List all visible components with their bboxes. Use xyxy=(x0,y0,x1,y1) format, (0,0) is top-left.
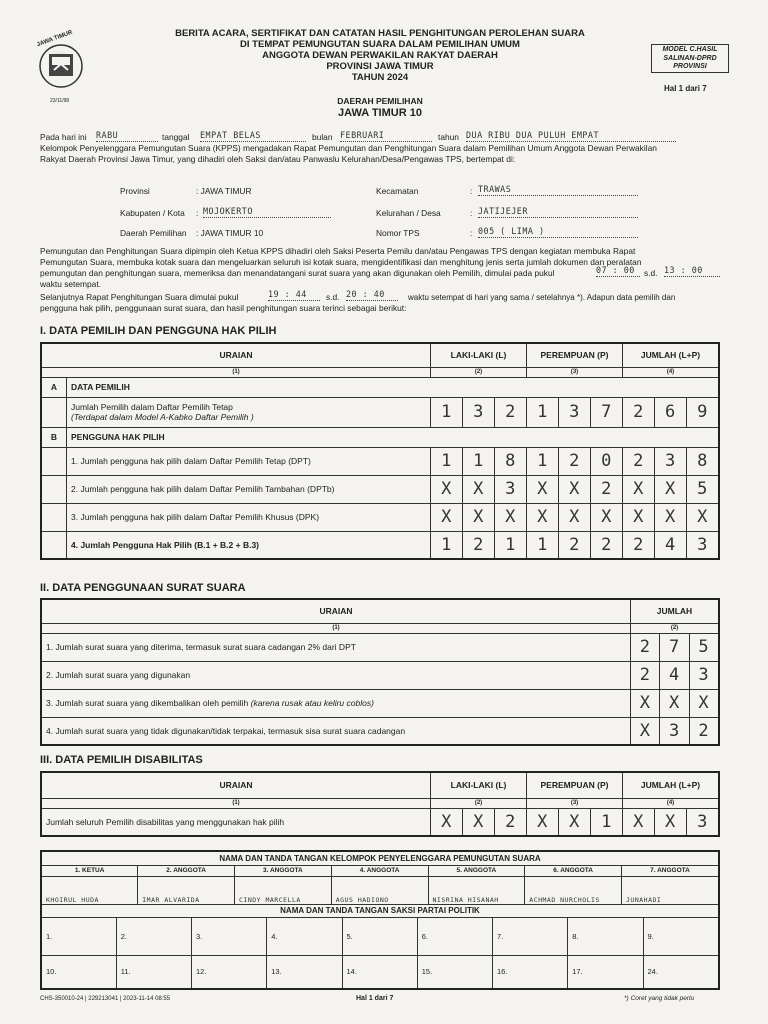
section-2-table xyxy=(40,598,720,746)
intro-tahun[interactable]: DUA RIBU DUA PULUH EMPAT xyxy=(466,130,676,142)
s1-b4-label: 4. Jumlah Pengguna Hak Pilih (B.1 + B.2 + B.3) xyxy=(67,531,431,559)
value-box[interactable]: 6 xyxy=(654,397,686,427)
kpps-name-5[interactable]: NISRINA HISANAH xyxy=(428,876,525,904)
saksi-slot[interactable]: 15. xyxy=(417,955,492,989)
dapil-label: DAERAH PEMILIHAN xyxy=(337,96,423,106)
s3-header-laki: LAKI-LAKI (L) xyxy=(431,772,527,798)
kpps-title: NAMA DAN TANDA TANGAN KELOMPOK PENYELENGGARA PEMUNGUTAN SUARA xyxy=(41,851,719,865)
kabupaten-label: Kabupaten / Kota xyxy=(120,208,185,218)
count-sd: s.d. xyxy=(326,292,340,302)
saksi-slot[interactable]: 13. xyxy=(267,955,342,989)
kecamatan-label: Kecamatan xyxy=(376,186,419,196)
role-ketua: 1. KETUA xyxy=(41,865,138,876)
value-box[interactable]: X xyxy=(463,503,495,531)
value-box[interactable]: X xyxy=(654,475,686,503)
intro-tanggal[interactable]: EMPAT BELAS xyxy=(200,130,306,142)
s1-num-4: (4) xyxy=(623,367,720,377)
proc-line-6: pengguna hak pilih, penggunaan surat suara, dan hasil penghitungan suara terinci sebagai berikut: xyxy=(40,303,407,313)
proc-line-5: Selanjutnya Rapat Penghitungan Suara dimulai pukul xyxy=(40,292,239,302)
saksi-slot[interactable]: 6. xyxy=(417,917,492,955)
value-box[interactable]: 4 xyxy=(654,531,686,559)
value-box[interactable]: X xyxy=(654,503,686,531)
proc-end-time[interactable]: 13 : 00 xyxy=(664,265,720,277)
role-anggota-6: 6. ANGGOTA xyxy=(525,865,622,876)
dapil-loc-label: Daerah Pemilihan xyxy=(120,228,187,238)
s3-row-label: Jumlah seluruh Pemilih disabilitas yang menggunakan hak pilih xyxy=(41,808,431,836)
s1-b3-label: 3. Jumlah pengguna hak pilih dalam Daftar Pemilih Khusus (DPK) xyxy=(67,503,431,531)
value-box[interactable]: 4 xyxy=(660,661,689,689)
value-box[interactable]: 7 xyxy=(591,397,623,427)
s2-row-3-label: 3. Jumlah surat suara yang dikembalikan oleh pemilih xyxy=(46,698,249,708)
form-page: JAWA TIMUR KOMISI 23/11/98 BERITA ACARA, SERTIFIKAT DAN CATATAN HASIL PENGHITUNGAN PEROLEHAN SUARA DI TEMPAT PEMUNGUTAN SUARA DALAM PEMILIHAN UMUM ANGGOTA DEWAN PERWAKILAN RAKYAT DAERAH PROVINSI JAWA TIMUR TAHUN 2024 MODEL C.HASIL SALINAN-DPRD PROVINSI Hal 1 dari 7 DAERAH PEMILIHAN JAWA TIMUR 10 Pada hari ini RABU tanggal EMPAT BELAS bulan FEBRUARI tahun DUA RIBU DUA PULUH EMPAT Kelompok Penyelenggara Pemungutan Suara (KPPS) mengadakan Rapat Pemungutan dan Penghitungan Suara dalam Pemilihan Umum Anggota Dewan Perwakilan Rakyat Daerah Provinsi Jawa Timur, yang dihadiri oleh Saksi dan/atau Panwaslu Kelurahan/Desa/Pengawas TPS, bertempat di: Provinsi : JAWA TIMUR Kabupaten / Kota : MOJOKERTO Daerah Pemilihan : JAWA TIMUR 10 Kecamatan : TRAWAS Kelurahan / Desa : JATIJEJER Nomor TPS : 005 ( LIMA ) Pemungutan dan Penghitungan Suara dipimpin oleh Ketua KPPS dihadiri oleh Saksi Peserta Pemilu dan/atau Pengawas TPS dengan kegiatan membuka Rapat Pemungutan Suara, membuka kotak suara dan mengeluarkan seluruh isi kotak suara, mengidentifikasi dan menghitung jenis serta jumlah dokumen dan peralatan pemungutan dan penghitungan suara, memeriksa dan menandatangani surat suara yang akan digunakan oleh Pemilih, dimulai pada pukul 07 : 00 s.d. 13 : 00 waktu setempat. Selanjutnya Rapat Penghitungan Suara dimulai pukul 19 : 44 s.d. 20 : 40 waktu setempat di hari yang sama / setelahnya *). Adapun data pemilih dan pengguna hak pilih, penggunaan surat suara, dan hasil penghitungan suara terinci sebagai berikut: I. DATA PEMILIH DAN PENGGUNA HAK PILIH URAIAN LAKI-LAKI (L) PEREMPUAN (P) JUMLAH (L+P) (1) (2) (3) (4) A DATA PEMILIH Jumlah Pemilih dalam Daftar Pemilih Tetap (Terdapat dalam Model A-Kabko Daftar Pemilih ) 1 3 2 1 3 7 2 6 9 B PENGGUNA HAK PILIH 1. Jumlah pengguna hak pilih dalam Daftar Pemilih Tetap (DPT) 1 1 8 1 2 0 2 3 8 2. Jumlah pengguna hak pilih dalam Daftar Pemilih Tambahan (DPTb) X X 3 X X 2 X X 5 3. Jumlah pengguna hak pilih dalam Daftar Pemilih Khusus (DPK) X X X X X X X X X 4. Jumlah Pengguna Hak Pilih (B.1 + B.2 + B.3) 1 2 1 1 2 2 2 4 3 II. DATA PENGGUNAAN SURAT SUARA URAIAN JUMLAH (1) (2) 1. Jumlah surat suara yang diterima, termasuk surat suara cadangan 2% dari DPT 2 7 5 2. Jumlah surat suara yang digunakan 2 4 3 3. Jumlah surat suara yang dikembalikan oleh pemilih (karena rusak atau keliru coblos) X X X 4. Jumlah surat suara yang tidak digunakan/tidak terpakai, termasuk sisa surat suara cadangan X 3 2 III. DATA PEMILIH DISABILITAS URAIAN LAKI-LAKI (L) PEREMPUAN (P) JUMLAH (L+P) (1) (2) (3) (4) Jumlah seluruh Pemilih disabilitas yang menggunakan hak pilih X X 2 X X 1 X X 3 NAMA DAN TANDA TANGAN KELOMPOK PENYELENGGARA PEMUNGUTAN SUARA 1. KETUA 2. ANGGOTA 3. ANGGOTA 4. ANGGOTA 5. ANGGOTA 6. ANGGOTA 7. ANGGOTA KHOIRUL HUDA IMAR ALVARIDA CINDY MARCELLA AGUS HADIONO NISRINA HISANAH ACHMAD NURCHOLIS JUNAHADI NAMA DAN TANDA TANGAN SAKSI PARTAI POLITIK 1. 2. 3. 4. 5. 6. 7. 8. 9. 10. 11. 12. 13. 14. 15. 16. 17. 24. CHS-350010-24 | 229213041 | 2023-11-14 08:55 Hal 1 dari 7 *) Coret yang tidak perlu xyxy=(0,0,768,1024)
role-anggota-3: 3. ANGGOTA xyxy=(235,865,332,876)
proc-line-5b: waktu setempat di hari yang sama / setelahnya *). Adapun data pemilih dan xyxy=(408,293,676,302)
value-box[interactable]: 3 xyxy=(686,531,719,559)
dapil-value: JAWA TIMUR 10 xyxy=(338,107,422,119)
value-box[interactable]: 3 xyxy=(463,397,495,427)
s2-header-jumlah: JUMLAH xyxy=(631,599,720,623)
value-box[interactable]: 9 xyxy=(686,397,719,427)
value-box[interactable]: 1 xyxy=(431,397,463,427)
saksi-slot[interactable]: 16. xyxy=(493,955,568,989)
value-box[interactable]: X xyxy=(631,717,660,745)
kpps-name-3[interactable]: CINDY MARCELLA xyxy=(235,876,332,904)
value-box[interactable]: 1 xyxy=(527,531,559,559)
value-box[interactable]: 1 xyxy=(527,397,559,427)
intro-bulan-label: bulan xyxy=(312,132,333,142)
model-box xyxy=(651,44,729,73)
value-box[interactable]: X xyxy=(591,503,623,531)
header-line-2: DI TEMPAT PEMUNGUTAN SUARA DALAM PEMILIHAN UMUM xyxy=(240,39,520,50)
value-box[interactable]: 1 xyxy=(431,447,463,475)
value-box[interactable]: 3 xyxy=(495,475,527,503)
s3-header-uraian: URAIAN xyxy=(41,772,431,798)
value-box[interactable]: 5 xyxy=(686,475,719,503)
s2-header-uraian: URAIAN xyxy=(41,599,631,623)
value-box[interactable]: 2 xyxy=(463,531,495,559)
s1-b-title: PENGGUNA HAK PILIH xyxy=(67,427,720,447)
count-start-time[interactable]: 19 : 44 xyxy=(268,289,320,301)
value-box[interactable]: 8 xyxy=(495,447,527,475)
header-line-5: TAHUN 2024 xyxy=(351,72,409,83)
s1-a-label: A xyxy=(41,377,67,397)
saksi-slot[interactable]: 1. xyxy=(41,917,116,955)
value-box[interactable]: 3 xyxy=(686,808,719,836)
section-1-table xyxy=(40,342,720,560)
s3-num-3: (3) xyxy=(527,798,623,808)
value-box[interactable]: 2 xyxy=(631,661,660,689)
value-box[interactable]: X xyxy=(623,808,655,836)
provinsi-value: : JAWA TIMUR xyxy=(196,186,252,196)
section-3-title: III. DATA PEMILIH DISABILITAS xyxy=(40,754,203,766)
saksi-slot[interactable]: 11. xyxy=(116,955,191,989)
s1-header-laki: LAKI-LAKI (L) xyxy=(431,343,527,367)
s2-row-2-label: 2. Jumlah surat suara yang digunakan xyxy=(41,661,631,689)
value-box[interactable]: X xyxy=(689,689,719,717)
value-box[interactable]: 7 xyxy=(660,633,689,661)
s2-num-1: (1) xyxy=(41,623,631,633)
value-box[interactable]: X xyxy=(654,808,686,836)
header-line-3: ANGGOTA DEWAN PERWAKILAN RAKYAT DAERAH xyxy=(262,50,498,61)
s2-num-2: (2) xyxy=(631,623,720,633)
saksi-slot[interactable]: 3. xyxy=(192,917,267,955)
value-box[interactable]: 3 xyxy=(654,447,686,475)
value-box[interactable]: X xyxy=(623,475,655,503)
value-box[interactable]: X xyxy=(623,503,655,531)
s1-a-title: DATA PEMILIH xyxy=(67,377,720,397)
saksi-slot[interactable]: 24. xyxy=(643,955,719,989)
page-indicator: Hal 1 dari 7 xyxy=(664,84,707,93)
provinsi-label: Provinsi xyxy=(120,186,150,196)
value-box[interactable]: 2 xyxy=(689,717,719,745)
value-box[interactable]: 1 xyxy=(591,808,623,836)
s3-header-perempuan: PEREMPUAN (P) xyxy=(527,772,623,798)
saksi-slot[interactable]: 2. xyxy=(116,917,191,955)
intro-tanggal-label: tanggal xyxy=(162,132,190,142)
model-line-3: PROVINSI xyxy=(673,63,707,70)
value-box[interactable]: X xyxy=(431,503,463,531)
s2-row-3-note: (karena rusak atau keliru coblos) xyxy=(250,698,374,708)
saksi-slot[interactable]: 4. xyxy=(267,917,342,955)
value-box[interactable]: 2 xyxy=(623,447,655,475)
role-anggota-5: 5. ANGGOTA xyxy=(428,865,525,876)
value-box[interactable]: 1 xyxy=(495,531,527,559)
count-end-time[interactable]: 20 : 40 xyxy=(346,289,398,301)
value-box[interactable]: 1 xyxy=(463,447,495,475)
s1-b1-label: 1. Jumlah pengguna hak pilih dalam Daftar Pemilih Tetap (DPT) xyxy=(67,447,431,475)
value-box[interactable]: 2 xyxy=(591,475,623,503)
section-3-table xyxy=(40,771,720,837)
signature-table xyxy=(40,850,720,990)
value-box[interactable]: 2 xyxy=(495,397,527,427)
s1-num-1: (1) xyxy=(41,367,431,377)
kpps-name-4[interactable]: AGUS HADIONO xyxy=(331,876,428,904)
value-box[interactable]: 2 xyxy=(559,447,591,475)
value-box[interactable]: X xyxy=(559,475,591,503)
s1-a-row xyxy=(67,397,431,427)
logo-date: 23/11/98 xyxy=(50,98,70,104)
value-box[interactable]: X xyxy=(559,808,591,836)
role-anggota-2: 2. ANGGOTA xyxy=(138,865,235,876)
kpps-name-2[interactable]: IMAR ALVARIDA xyxy=(138,876,235,904)
value-box[interactable]: X xyxy=(631,689,660,717)
s1-a-row-label: Jumlah Pemilih dalam Daftar Pemilih Tetap xyxy=(71,402,233,412)
s1-b2-label: 2. Jumlah pengguna hak pilih dalam Daftar Pemilih Tambahan (DPTb) xyxy=(67,475,431,503)
saksi-title: NAMA DAN TANDA TANGAN SAKSI PARTAI POLITIK xyxy=(41,904,719,917)
value-box[interactable]: 3 xyxy=(689,661,719,689)
kelurahan-value[interactable]: JATIJEJER xyxy=(478,206,638,218)
dapil-loc-value: : JAWA TIMUR 10 xyxy=(196,228,264,238)
value-box[interactable]: X xyxy=(495,503,527,531)
value-box[interactable]: X xyxy=(527,475,559,503)
kpps-name-1[interactable]: KHOIRUL HUDA xyxy=(41,876,138,904)
s1-num-3: (3) xyxy=(527,367,623,377)
saksi-slot[interactable]: 7. xyxy=(493,917,568,955)
s1-header-perempuan: PEREMPUAN (P) xyxy=(527,343,623,367)
s3-num-4: (4) xyxy=(623,798,720,808)
kpps-name-6[interactable]: ACHMAD NURCHOLIS xyxy=(525,876,622,904)
value-box[interactable]: X xyxy=(660,689,689,717)
kelurahan-label: Kelurahan / Desa xyxy=(376,208,441,218)
s1-b-label: B xyxy=(41,427,67,447)
value-box[interactable]: X xyxy=(686,503,719,531)
s1-a-row-note: (Terdapat dalam Model A-Kabko Daftar Pemilih ) xyxy=(71,412,254,422)
proc-start-time[interactable]: 07 : 00 xyxy=(596,265,640,277)
section-2-title: II. DATA PENGGUNAAN SURAT SUARA xyxy=(40,582,246,594)
s2-row-4-label: 4. Jumlah surat suara yang tidak digunakan/tidak terpakai, termasuk sisa surat suara cadangan xyxy=(41,717,631,745)
proc-line-2: Pemungutan Suara, membuka kotak suara dan mengeluarkan seluruh isi kotak suara, mengidentifikasi dan menghitung jenis serta jumlah dokumen dan peralatan xyxy=(40,257,642,267)
s1-header-jumlah: JUMLAH (L+P) xyxy=(623,343,720,367)
value-box[interactable]: 2 xyxy=(623,531,655,559)
kecamatan-value[interactable]: TRAWAS xyxy=(478,184,638,196)
saksi-slot[interactable]: 9. xyxy=(643,917,719,955)
tps-label: Nomor TPS xyxy=(376,228,420,238)
value-box[interactable]: X xyxy=(527,808,559,836)
intro-para-1: Kelompok Penyelenggara Pemungutan Suara (KPPS) mengadakan Rapat Pemungutan dan Penghitungan Suara dalam Pemilihan Umum Anggota Dewan Perwakilan xyxy=(40,143,657,153)
logo-text: JAWA TIMUR xyxy=(36,29,74,49)
value-box[interactable]: 3 xyxy=(559,397,591,427)
value-box[interactable]: 2 xyxy=(631,633,660,661)
saksi-slot[interactable]: 17. xyxy=(568,955,643,989)
value-box[interactable]: 3 xyxy=(660,717,689,745)
value-box[interactable]: 2 xyxy=(623,397,655,427)
saksi-slot[interactable]: 5. xyxy=(342,917,417,955)
value-box[interactable]: X xyxy=(431,475,463,503)
value-box[interactable]: X xyxy=(431,808,463,836)
intro-hari[interactable]: RABU xyxy=(96,130,158,142)
s3-header-jumlah: JUMLAH (L+P) xyxy=(623,772,720,798)
model-line-2: SALINAN-DPRD xyxy=(663,54,717,62)
intro-bulan[interactable]: FEBRUARI xyxy=(340,130,432,142)
footer-page: Hal 1 dari 7 xyxy=(356,995,394,1002)
value-box[interactable]: 0 xyxy=(591,447,623,475)
kpps-name-7[interactable]: JUNAHADI xyxy=(622,876,720,904)
role-anggota-7: 7. ANGGOTA xyxy=(622,865,720,876)
proc-line-4: waktu setempat. xyxy=(40,279,101,289)
footer-note: *) Coret yang tidak perlu xyxy=(624,995,695,1002)
value-box[interactable]: 2 xyxy=(495,808,527,836)
header-line-1: BERITA ACARA, SERTIFIKAT DAN CATATAN HASIL PENGHITUNGAN PEROLEHAN SUARA xyxy=(175,28,585,39)
proc-line-3: pemungutan dan penghitungan suara, memeriksa dan menandatangani surat suara yang akan digunakan oleh Pemilih, dimulai pada pukul xyxy=(40,268,555,278)
tps-value[interactable]: 005 ( LIMA ) xyxy=(478,226,638,238)
intro-pada-hari: Pada hari ini xyxy=(40,132,87,142)
value-box[interactable]: X xyxy=(527,503,559,531)
value-box[interactable]: X xyxy=(463,808,495,836)
role-anggota-4: 4. ANGGOTA xyxy=(331,865,428,876)
value-box[interactable]: 5 xyxy=(689,633,719,661)
footer-code: CHS-350010-24 | 229213041 | 2023-11-14 08:55 xyxy=(40,996,171,1002)
value-box[interactable]: 2 xyxy=(591,531,623,559)
saksi-slot[interactable]: 10. xyxy=(41,955,116,989)
intro-tahun-label: tahun xyxy=(438,132,459,142)
value-box[interactable]: 1 xyxy=(431,531,463,559)
kabupaten-value[interactable]: MOJOKERTO xyxy=(203,206,331,218)
saksi-slot[interactable]: 12. xyxy=(192,955,267,989)
value-box[interactable]: X xyxy=(463,475,495,503)
proc-line-1: Pemungutan dan Penghitungan Suara dipimpin oleh Ketua KPPS dihadiri oleh Saksi Peserta Pemilu dan/atau Pengawas TPS dengan kegiatan membuka Rapat xyxy=(40,246,636,256)
value-box[interactable]: X xyxy=(559,503,591,531)
saksi-slot[interactable]: 8. xyxy=(568,917,643,955)
proc-sd: s.d. xyxy=(644,268,658,278)
s1-num-2: (2) xyxy=(431,367,527,377)
s2-row-3 xyxy=(41,689,631,717)
s3-num-2: (2) xyxy=(431,798,527,808)
s3-num-1: (1) xyxy=(41,798,431,808)
s1-header-uraian: URAIAN xyxy=(41,343,431,367)
value-box[interactable]: 8 xyxy=(686,447,719,475)
value-box[interactable]: 1 xyxy=(527,447,559,475)
header-line-4: PROVINSI JAWA TIMUR xyxy=(326,61,434,72)
saksi-slot[interactable]: 14. xyxy=(342,955,417,989)
intro-para-2: Rakyat Daerah Provinsi Jawa Timur, yang dihadiri oleh Saksi dan/atau Panwaslu Kelurahan/Desa/Pengawas TPS, bertempat di: xyxy=(40,154,516,164)
section-1-title: I. DATA PEMILIH DAN PENGGUNA HAK PILIH xyxy=(40,325,277,337)
s2-row-1-label: 1. Jumlah surat suara yang diterima, termasuk surat suara cadangan 2% dari DPT xyxy=(41,633,631,661)
value-box[interactable]: 2 xyxy=(559,531,591,559)
model-line-1: MODEL C.HASIL xyxy=(662,46,718,53)
logo-sub: KOMISI xyxy=(52,50,67,55)
